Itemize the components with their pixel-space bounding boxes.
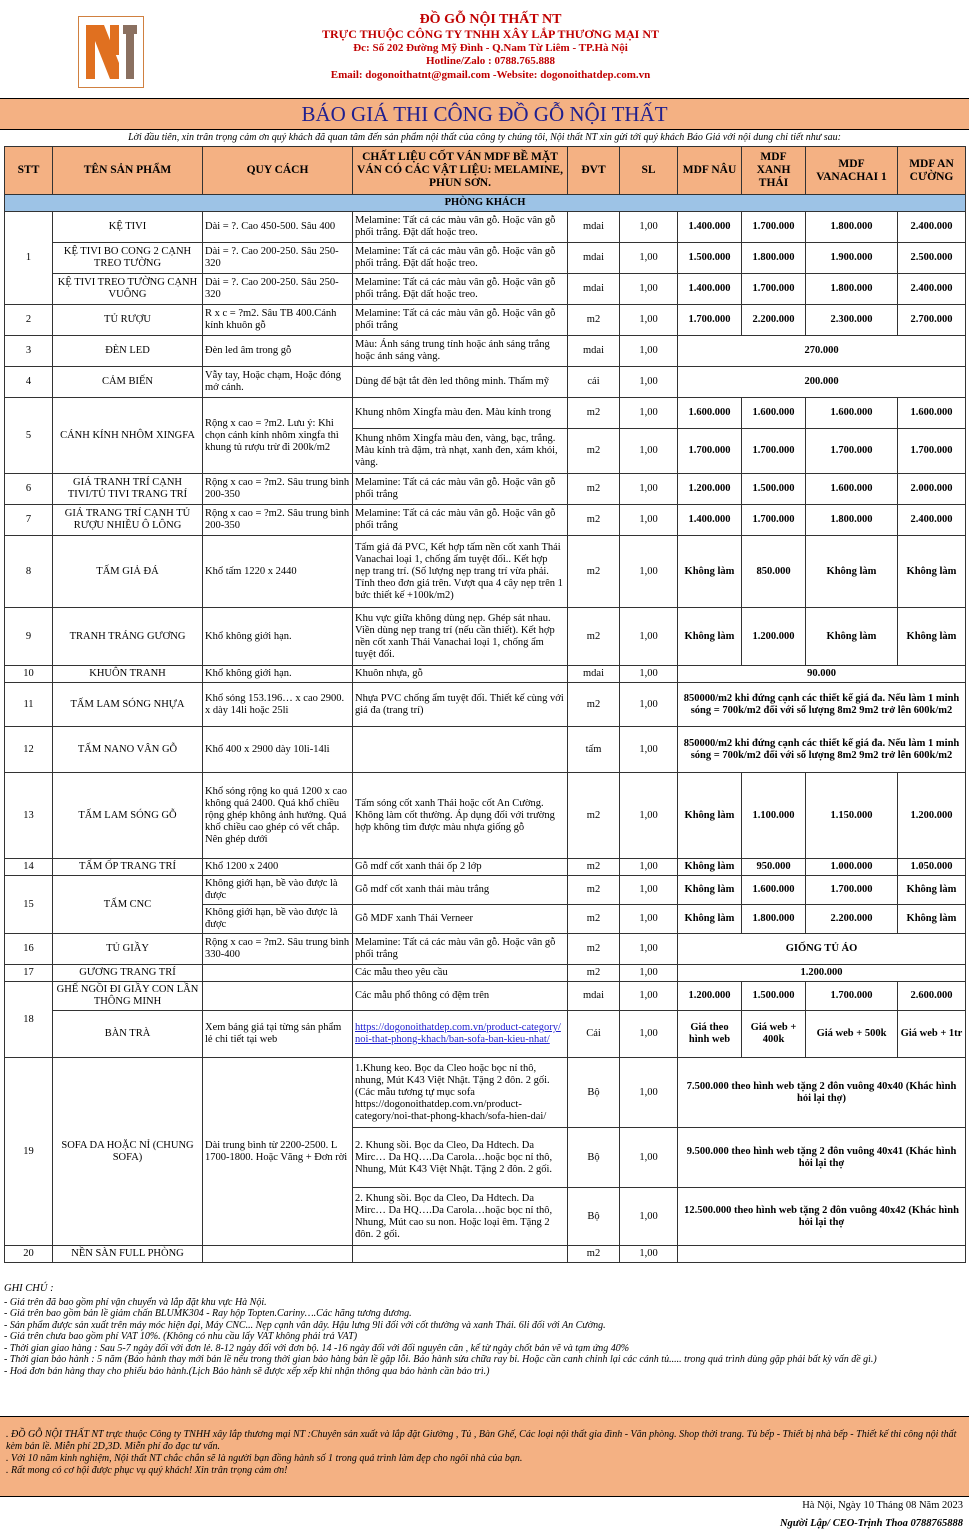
col-price-mdf-an-cuong: MDF AN CƯỜNG [898, 147, 966, 195]
product-name: TẤM NANO VÂN GỖ [53, 727, 203, 773]
price-cell: 1.800.000 [806, 274, 898, 305]
material-cell: Melamine: Tất cả các màu vân gỗ. Hoặc vân gỗ phối trắng [353, 474, 568, 505]
price-cell: 1.200.000 [678, 965, 966, 982]
price-cell: 2.600.000 [898, 982, 966, 1011]
company-address: Đc: Số 202 Đường Mỹ Đình - Q.Nam Từ Liêm - TP.Hà Nội [353, 41, 628, 54]
spec-cell: Khổ sóng 153.196… x cao 2900. x dày 14li hoặc 25li [203, 683, 353, 727]
spec-cell: Rộng x cao = ?m2. Lưu ý: Khi chọn cánh kính nhôm xingfa thì khung tủ rượu trừ đi 200k/m2 [203, 398, 353, 474]
qty-cell: 1,00 [620, 859, 678, 876]
qty-cell: 1,00 [620, 274, 678, 305]
company-info [258, 12, 723, 82]
intro-text: Lời đầu tiên, xin trân trọng cảm ơn quý khách đã quan tâm đến sản phẩm nội thất của công ty chúng tôi, Nội thất NT xin gửi tới quý khách Báo Giá với nội dung chi tiết như sau: [128, 132, 841, 143]
stt-cell: 1 [5, 212, 53, 305]
price-cell: 1.700.000 [742, 429, 806, 474]
material-cell: Khung nhôm Xingfa màu đen. Màu kính trong [353, 398, 568, 429]
price-cell: Giá web + 1tr [898, 1011, 966, 1058]
price-cell: 7.500.000 theo hình web tặng 2 đôn vuông 40x40 (Khác hình hỏi lại thợ) [678, 1058, 966, 1128]
table-row [5, 965, 966, 982]
table-row [5, 243, 966, 274]
price-cell: Không làm [806, 608, 898, 666]
col-material: CHẤT LIỆU CỐT VÁN MDF BỀ MẶT VÁN CÓ CÁC VẬT LIỆU: MELAMINE, PHUN SƠN. [353, 147, 568, 195]
table-row [5, 505, 966, 536]
product-name: TRANH TRÁNG GƯƠNG [53, 608, 203, 666]
material-cell: Các mẫu theo yêu cầu [353, 965, 568, 982]
price-cell: 1.600.000 [678, 398, 742, 429]
spec-cell: Dài = ?. Cao 450-500. Sâu 400 [203, 212, 353, 243]
material-cell [353, 1011, 568, 1058]
qty-cell: 1,00 [620, 608, 678, 666]
price-cell [678, 1246, 966, 1263]
col-stt: STT [5, 147, 53, 195]
unit-cell: m2 [568, 398, 620, 429]
note-item: - Hoá đơn bán hàng thay cho phiếu bảo hành.(Lịch Bảo hành sẽ được xếp xếp khi nhận thông qua bảo hành cần bảo trì.) [4, 1365, 490, 1377]
price-cell: 2.700.000 [898, 305, 966, 336]
unit-cell: m2 [568, 474, 620, 505]
unit-cell: mdai [568, 212, 620, 243]
stt-cell: 11 [5, 683, 53, 727]
stt-cell: 10 [5, 666, 53, 683]
document-title: BÁO GIÁ THI CÔNG ĐỒ GỖ NỘI THẤT [0, 98, 969, 130]
section-title: PHÒNG KHÁCH [5, 195, 966, 212]
material-cell: Khung nhôm Xingfa màu đen, vàng, bạc, trắng. Màu kính trà đậm, trà nhạt, xanh đen, xám khói, vàng. [353, 429, 568, 474]
product-name: NỀN SÀN FULL PHÒNG [53, 1246, 203, 1263]
qty-cell: 1,00 [620, 336, 678, 367]
company-email: Email: dogonoithatnt@gmail.com -Website: dogonoithatdep.com.vn [330, 68, 651, 81]
product-name: GƯƠNG TRANG TRÍ [53, 965, 203, 982]
stt-cell: 8 [5, 536, 53, 608]
price-cell: 2.200.000 [806, 905, 898, 934]
note-item: - Thời gian bảo hành : 5 năm (Bảo hành thay mới bản lề nếu trong thời gian bảo hàng bản lề gặp lỗi. Bảo hành sửa chữa ray bi. Hoặc cần canh chỉnh lại các cánh tủ..... trong quá trình dùng gặp phải bất kỳ vấn đề gì.) [4, 1354, 877, 1365]
note-item: - Giá trên bao gồm bản lề giảm chấn BLUMK304 - Ray hộp Topten.Cariny….Các hãng tương đương. [4, 1308, 412, 1319]
price-cell: 1.150.000 [806, 773, 898, 859]
material-cell: Melamine: Tất cả các màu vân gỗ. Hoặc vân gỗ phối trắng [353, 934, 568, 965]
col-spec: QUY CÁCH [203, 147, 353, 195]
qty-cell: 1,00 [620, 243, 678, 274]
qty-cell: 1,00 [620, 1011, 678, 1058]
spec-cell: Rộng x cao = ?m2. Sâu trung bình 200-350 [203, 474, 353, 505]
price-cell: Không làm [678, 859, 742, 876]
table-row [5, 1011, 966, 1058]
price-cell: 270.000 [678, 336, 966, 367]
price-cell: 1.200.000 [742, 608, 806, 666]
price-cell: 1.600.000 [742, 398, 806, 429]
product-name: TẤM LAM SÓNG NHỰA [53, 683, 203, 727]
section-row [5, 195, 966, 212]
spec-cell: Dài = ?. Cao 200-250. Sâu 250-320 [203, 243, 353, 274]
price-cell: 1.500.000 [742, 982, 806, 1011]
price-cell: 90.000 [678, 666, 966, 683]
spec-cell [203, 965, 353, 982]
spec-cell: Khổ không giới hạn. [203, 666, 353, 683]
col-price-mdf-vanachai: MDF VANACHAI 1 [806, 147, 898, 195]
qty-cell: 1,00 [620, 683, 678, 727]
product-name: TẤM LAM SÓNG GỖ [53, 773, 203, 859]
table-row [5, 536, 966, 608]
spec-cell: Dài = ?. Cao 200-250. Sâu 250-320 [203, 274, 353, 305]
product-name: TẤM CNC [53, 876, 203, 934]
price-cell: 200.000 [678, 367, 966, 398]
price-cell: 1.700.000 [742, 212, 806, 243]
price-cell: 1.800.000 [806, 212, 898, 243]
unit-cell: m2 [568, 505, 620, 536]
price-cell: 1.800.000 [742, 243, 806, 274]
product-name: GHẾ NGỒI ĐI GIẦY CON LẦN THÔNG MINH [53, 982, 203, 1011]
product-name: GIÁ TRANG TRÍ CẠNH TỦ RƯỢU NHIỀU Ô LÔNG [53, 505, 203, 536]
price-cell: 1.100.000 [742, 773, 806, 859]
qty-cell: 1,00 [620, 1246, 678, 1263]
qty-cell: 1,00 [620, 666, 678, 683]
price-cell: 1.200.000 [898, 773, 966, 859]
price-cell: Không làm [898, 536, 966, 608]
col-name: TÊN SẢN PHẨM [53, 147, 203, 195]
signature-block [0, 1497, 969, 1536]
unit-cell: mdai [568, 274, 620, 305]
sign-date: Hà Nội, Ngày 10 Tháng 08 Năm 2023 [802, 1500, 963, 1511]
material-cell: Khu vực giữa không dùng nẹp. Ghép sát nhau. Viền dùng nẹp trang trí (nếu cần thiết). Kết hợp nền cốt xanh Thái Vanachai loại 1, chống ẩm tuyệt đối. [353, 608, 568, 666]
material-cell: 2. Khung sồi. Bọc da Cleo, Da Hdtech. Da Mirc… Da HQ….Da Carola…hoặc bọc nỉ thô, Nhung, Mút K43 Việt Nhật. Tặng 2 đôn. 2 gối. [353, 1128, 568, 1188]
material-cell: Màu: Ánh sáng trung tính hoặc ánh sáng trắng hoặc ánh sáng vàng. [353, 336, 568, 367]
price-cell: 2.400.000 [898, 212, 966, 243]
company-footer [0, 1416, 969, 1497]
company-hotline: Hotline/Zalo : 0788.765.888 [426, 55, 555, 67]
unit-cell: m2 [568, 429, 620, 474]
letterhead [0, 0, 969, 98]
product-link[interactable]: https://dogonoithatdep.com.vn/product-category/noi-that-phong-khach/ban-sofa-ban-kieu-nhat/ [355, 1022, 561, 1045]
spec-cell: Vẫy tay, Hoặc chạm, Hoặc đóng mở cánh. [203, 367, 353, 398]
material-cell: Melamine: Tất cả các màu vân gỗ. Hoặc vân gỗ phối trắng [353, 305, 568, 336]
table-row [5, 1246, 966, 1263]
unit-cell: m2 [568, 905, 620, 934]
stt-cell: 9 [5, 608, 53, 666]
header-row [5, 147, 966, 195]
stt-cell: 18 [5, 982, 53, 1058]
price-cell: 1.400.000 [678, 505, 742, 536]
qty-cell: 1,00 [620, 212, 678, 243]
price-cell: 9.500.000 theo hình web tặng 2 đôn vuông 40x41 (Khác hình hỏi lại thợ [678, 1128, 966, 1188]
price-cell: 1.700.000 [678, 429, 742, 474]
price-cell: Không làm [898, 876, 966, 905]
qty-cell: 1,00 [620, 773, 678, 859]
unit-cell: Bộ [568, 1188, 620, 1246]
table-row [5, 1058, 966, 1128]
qty-cell: 1,00 [620, 505, 678, 536]
price-cell: 1.700.000 [898, 429, 966, 474]
price-cell: 2.500.000 [898, 243, 966, 274]
spec-cell: Không giới hạn, bề vào được là được [203, 876, 353, 905]
price-cell: 1.700.000 [806, 876, 898, 905]
table-row [5, 773, 966, 859]
unit-cell: cái [568, 367, 620, 398]
material-cell: 2. Khung sồi. Bọc da Cleo, Da Hdtech. Da Mirc… Da HQ….Da Carola…hoặc bọc nỉ thô, Nhung, Mút cao su non. Hoặc loại êm. Tặng 2 đôn. 2 gối. [353, 1188, 568, 1246]
stt-cell: 6 [5, 474, 53, 505]
price-cell: Không làm [806, 536, 898, 608]
spec-cell: Khổ sóng rộng ko quá 1200 x cao không quá 2400. Quá khổ chiều rộng ghép không ảnh hưởng. Quá khổ chiều cao ghép có vết chắp. Nên ghép dưới [203, 773, 353, 859]
spec-cell [203, 1246, 353, 1263]
product-name: CẢM BIẾN [53, 367, 203, 398]
material-cell: Melamine: Tất cả các màu vân gỗ. Hoặc vân gỗ phối trắng. Đặt dất hoặc treo. [353, 243, 568, 274]
material-cell [353, 727, 568, 773]
col-qty: SL [620, 147, 678, 195]
spec-cell: Rộng x cao = ?m2. Sâu trung bình 330-400 [203, 934, 353, 965]
unit-cell: mdai [568, 982, 620, 1011]
table-row [5, 683, 966, 727]
notes-section [4, 1283, 965, 1377]
price-cell: Giá web + 500k [806, 1011, 898, 1058]
table-row [5, 982, 966, 1011]
price-cell: 1.200.000 [678, 982, 742, 1011]
unit-cell: m2 [568, 305, 620, 336]
price-cell: 1.900.000 [806, 243, 898, 274]
qty-cell: 1,00 [620, 305, 678, 336]
price-cell: 1.400.000 [678, 274, 742, 305]
unit-cell: m2 [568, 1246, 620, 1263]
qty-cell: 1,00 [620, 982, 678, 1011]
price-cell: 1.800.000 [742, 905, 806, 934]
qty-cell: 1,00 [620, 1188, 678, 1246]
spec-cell: Khổ tấm 1220 x 2440 [203, 536, 353, 608]
qty-cell: 1,00 [620, 429, 678, 474]
product-name: KỆ TIVI TREO TƯỜNG CẠNH VUÔNG [53, 274, 203, 305]
price-cell: Không làm [678, 876, 742, 905]
price-cell: Không làm [678, 536, 742, 608]
table-row [5, 666, 966, 683]
unit-cell: mdai [568, 336, 620, 367]
qty-cell: 1,00 [620, 965, 678, 982]
table-row [5, 474, 966, 505]
table-row [5, 608, 966, 666]
table-row [5, 274, 966, 305]
price-cell: 1.700.000 [806, 982, 898, 1011]
qty-cell: 1,00 [620, 905, 678, 934]
qty-cell: 1,00 [620, 1058, 678, 1128]
price-cell: Không làm [678, 608, 742, 666]
price-cell: Không làm [678, 905, 742, 934]
product-name: KỆ TIVI [53, 212, 203, 243]
stt-cell: 12 [5, 727, 53, 773]
table-row [5, 876, 966, 905]
note-item: - Giá trên chưa bao gồm phí VAT 10%. (Không có nhu cầu lấy VAT không phải trả VAT) [4, 1331, 358, 1342]
price-cell: GIỐNG TỦ ÁO [678, 934, 966, 965]
price-cell: 1.500.000 [742, 474, 806, 505]
unit-cell: m2 [568, 608, 620, 666]
spec-cell: Khổ không giới hạn. [203, 608, 353, 666]
product-name: TẤM ỐP TRANG TRÍ [53, 859, 203, 876]
material-cell: 1.Khung keo. Bọc da Cleo hoặc bọc nỉ thô, nhung, Mút K43 Việt Nhật. Tặng 2 đôn. 2 gối. (Các mẫu tương tự mục sofa https://dogonoithatdep.com.vn/product-category/noi-that-phong-khach/sofa-hien-dai/ [353, 1058, 568, 1128]
material-cell: Melamine: Tất cả các màu vân gỗ. Hoặc vân gỗ phối trắng. Đặt dất hoặc treo. [353, 212, 568, 243]
spec-cell: Dài trung bình từ 2200-2500. L 1700-1800. Hoặc Văng + Đơn rời [203, 1058, 353, 1246]
price-cell: 1.700.000 [806, 429, 898, 474]
note-item: - Giá trên đã bao gồm phí vận chuyển và lắp đặt khu vực Hà Nội. [4, 1296, 267, 1308]
material-cell: Các mẫu phổ thông có đệm trên [353, 982, 568, 1011]
col-unit: ĐVT [568, 147, 620, 195]
footer-line: . ĐỒ GỖ NỘI THẤT NT trực thuộc Công ty TNHH xây lắp thương mại NT :Chuyên sản xuất và lắp đặt Giường , Tủ , Bàn Ghế, Các loại nội thất gia đình - Văn phòng. Shop thời trang. Tủ bếp - Thiết bị nhà bếp - Thiết kế thi công nội thất kèm bản lề. Miễn phí 2D,3D. Miễn phí đo đạc tư vấn. [6, 1429, 957, 1452]
spec-cell: Xem bảng giá tại từng sản phẩm lẻ chi tiết tại web [203, 1011, 353, 1058]
material-cell [353, 1246, 568, 1263]
product-name: SOFA DA HOẶC NỈ (CHUNG SOFA) [53, 1058, 203, 1246]
stt-cell: 16 [5, 934, 53, 965]
spec-cell [203, 982, 353, 1011]
price-cell: 1.400.000 [678, 212, 742, 243]
unit-cell: tấm [568, 727, 620, 773]
table-row [5, 727, 966, 773]
col-price-mdf-nau: MDF NÂU [678, 147, 742, 195]
unit-cell: m2 [568, 773, 620, 859]
unit-cell: Bộ [568, 1058, 620, 1128]
price-cell: 1.600.000 [806, 398, 898, 429]
table-row [5, 212, 966, 243]
table-row [5, 934, 966, 965]
unit-cell: mdai [568, 666, 620, 683]
material-cell: Khuôn nhựa, gỗ [353, 666, 568, 683]
qty-cell: 1,00 [620, 1128, 678, 1188]
quotation-table [4, 146, 966, 1263]
price-cell: 1.000.000 [806, 859, 898, 876]
price-cell: 850000/m2 khi đứng cạnh các thiết kế giá đa. Nếu làm 1 minh sóng = 700k/m2 đối với số lượng 8m2 9m2 trở lên 600k/m2 [678, 683, 966, 727]
price-cell: 2.000.000 [898, 474, 966, 505]
note-item: - Sản phẩm được sản xuất trên máy móc hiện đại, Máy CNC... Nẹp cạnh vân dây. Hậu lưng 9li đối với cốt thường và xanh Thái. 6li đối với An Cường. [4, 1319, 606, 1331]
price-cell: 1.500.000 [678, 243, 742, 274]
product-name: KHUÔN TRANH [53, 666, 203, 683]
qty-cell: 1,00 [620, 536, 678, 608]
price-cell: 1.700.000 [742, 505, 806, 536]
product-name: TỦ GIẦY [53, 934, 203, 965]
stt-cell: 17 [5, 965, 53, 982]
table-row [5, 859, 966, 876]
qty-cell: 1,00 [620, 727, 678, 773]
qty-cell: 1,00 [620, 876, 678, 905]
product-name: ĐÈN LED [53, 336, 203, 367]
product-name: TẤM GIẢ ĐÁ [53, 536, 203, 608]
price-cell: Giá theo hình web [678, 1011, 742, 1058]
stt-cell: 13 [5, 773, 53, 859]
table-row [5, 367, 966, 398]
stt-cell: 5 [5, 398, 53, 474]
product-name: CÁNH KÍNH NHÔM XINGFA [53, 398, 203, 474]
material-cell: Dùng để bật tắt đèn led thông minh. Thẩm mỹ [353, 367, 568, 398]
notes-title: GHI CHÚ : [4, 1283, 54, 1294]
price-cell: 2.400.000 [898, 274, 966, 305]
qty-cell: 1,00 [620, 367, 678, 398]
price-cell: 1.050.000 [898, 859, 966, 876]
spec-cell: Khổ 400 x 2900 dày 10li-14li [203, 727, 353, 773]
qty-cell: 1,00 [620, 398, 678, 429]
price-cell: 1.600.000 [806, 474, 898, 505]
price-cell: 2.200.000 [742, 305, 806, 336]
price-cell: 1.600.000 [742, 876, 806, 905]
stt-cell: 7 [5, 505, 53, 536]
unit-cell: m2 [568, 859, 620, 876]
price-cell: 2.300.000 [806, 305, 898, 336]
unit-cell: m2 [568, 965, 620, 982]
table-row [5, 398, 966, 429]
table-row [5, 305, 966, 336]
material-cell: Nhựa PVC chống ẩm tuyệt đối. Thiết kế cùng với giá đa (trang trí) [353, 683, 568, 727]
material-cell: Gỗ mdf cốt xanh thái ốp 2 lớp [353, 859, 568, 876]
material-cell: Gỗ MDF xanh Thái Verneer [353, 905, 568, 934]
product-name: KỆ TIVI BO CONG 2 CẠNH TREO TƯỜNG [53, 243, 203, 274]
spec-cell: Đèn led âm trong gỗ [203, 336, 353, 367]
stt-cell: 19 [5, 1058, 53, 1246]
price-cell: 12.500.000 theo hình web tặng 2 đôn vuông 40x42 (Khác hình hỏi lại thợ [678, 1188, 966, 1246]
company-parent: TRỰC THUỘC CÔNG TY TNHH XÂY LẮP THƯƠNG MẠI NT [321, 27, 660, 41]
company-name: ĐỒ GỖ NỘI THẤT NT [419, 12, 562, 27]
price-cell: 850.000 [742, 536, 806, 608]
stt-cell: 14 [5, 859, 53, 876]
qty-cell: 1,00 [620, 934, 678, 965]
footer-line: . Rất mong có cơ hội được phục vụ quý khách! Xin trân trọng cảm ơn! [6, 1465, 288, 1476]
price-cell: 1.700.000 [742, 274, 806, 305]
spec-cell: R x c = ?m2. Sâu TB 400.Cánh kính khuôn gỗ [203, 305, 353, 336]
footer-line: . Với 10 năm kinh nghiệm, Nội thất NT chắc chắn sẽ là người bạn đồng hành số 1 trong quá trình làm đẹp cho ngôi nhà của bạn. [6, 1453, 523, 1464]
table-row [5, 336, 966, 367]
unit-cell: mdai [568, 243, 620, 274]
price-cell: 850000/m2 khi đứng cạnh các thiết kế giá đa. Nếu làm 1 minh sóng = 700k/m2 đối với số lượng 8m2 9m2 trở lên 600k/m2 [678, 727, 966, 773]
product-name: BÀN TRÀ [53, 1011, 203, 1058]
price-cell: 2.400.000 [898, 505, 966, 536]
price-cell: 950.000 [742, 859, 806, 876]
signer: Người Lập/ CEO-Trịnh Thoa 0788765888 [779, 1518, 963, 1529]
stt-cell: 3 [5, 336, 53, 367]
price-cell: 1.800.000 [806, 505, 898, 536]
price-cell: Không làm [678, 773, 742, 859]
product-name: TỦ RƯỢU [53, 305, 203, 336]
col-price-mdf-xanh-thai: MDF XANH THÁI [742, 147, 806, 195]
stt-cell: 20 [5, 1246, 53, 1263]
material-cell: Tấm giả đá PVC, Kết hợp tấm nền cốt xanh Thái Vanachai loại 1, chống ẩm tuyệt đối.. Kết hợp nẹp trang trí. (Số lượng nẹp trang trí vừa phải. Tính theo đơn giá trên. Vượt qua 4 cây nẹp trên 1 bức thiết kế +100k/m2) [353, 536, 568, 608]
price-cell: Không làm [898, 608, 966, 666]
spec-cell: Rộng x cao = ?m2. Sâu trung bình 200-350 [203, 505, 353, 536]
stt-cell: 15 [5, 876, 53, 934]
spec-cell: Không giới hạn, bề vào được là được [203, 905, 353, 934]
qty-cell: 1,00 [620, 474, 678, 505]
unit-cell: Bộ [568, 1128, 620, 1188]
material-cell: Tấm sóng cốt xanh Thái hoặc cốt An Cường. Không làm cốt thường. Áp dụng đối với trường hợp không tìm được màu nhựa giống gỗ [353, 773, 568, 859]
price-cell: 1.700.000 [678, 305, 742, 336]
spec-cell: Khổ 1200 x 2400 [203, 859, 353, 876]
unit-cell: m2 [568, 536, 620, 608]
stt-cell: 4 [5, 367, 53, 398]
unit-cell: m2 [568, 876, 620, 905]
price-cell: 1.200.000 [678, 474, 742, 505]
company-logo [78, 16, 144, 88]
price-cell: 1.600.000 [898, 398, 966, 429]
material-cell: Melamine: Tất cả các màu vân gỗ. Hoặc vân gỗ phối trắng. Đặt dất hoặc treo. [353, 274, 568, 305]
material-cell: Melamine: Tất cả các màu vân gỗ. Hoặc vân gỗ phối trắng [353, 505, 568, 536]
unit-cell: m2 [568, 934, 620, 965]
price-cell: Giá web + 400k [742, 1011, 806, 1058]
price-cell: Không làm [898, 905, 966, 934]
note-item: - Thời gian giao hàng : Sau 5-7 ngày đối với đơn lẻ. 8-12 ngày đối với đơn bộ. 14 -16 ngày đối với đối nguyên căn , kể từ ngày chốt bản vẽ và tạm ứng 40% [4, 1342, 630, 1354]
product-name: GIÁ TRANH TRÍ CẠNH TIVI/TỦ TIVI TRANG TRÍ [53, 474, 203, 505]
material-cell: Gỗ mdf cốt xanh thái màu trắng [353, 876, 568, 905]
unit-cell: m2 [568, 683, 620, 727]
stt-cell: 2 [5, 305, 53, 336]
unit-cell: Cái [568, 1011, 620, 1058]
